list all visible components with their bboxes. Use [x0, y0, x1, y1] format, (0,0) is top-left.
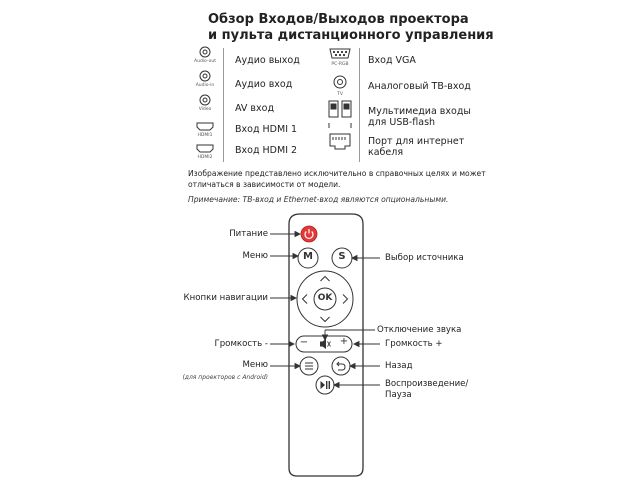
- tv-icon-caption: TV: [337, 92, 343, 97]
- label-volume-down: Громкость -: [214, 339, 268, 349]
- port-label-av-in: AV вход: [235, 103, 275, 114]
- power-button: [301, 226, 317, 242]
- port-label-usb-line1: Мультимедиа входы: [368, 106, 471, 117]
- hdmi1-icon-caption: HDMI1: [197, 133, 213, 138]
- back-button: [332, 357, 350, 375]
- audio-in-icon-caption: Audio-in: [195, 83, 215, 88]
- port-label-ethernet-line2: кабеля: [368, 147, 404, 158]
- port-label-usb-line2: для USB-flash: [368, 117, 436, 128]
- disclaimer-line-1: Изображение представлено исключительно в справочных целях и может: [188, 169, 486, 178]
- video-icon-caption: Video: [198, 107, 212, 112]
- port-label-audio-in: Аудио вход: [235, 79, 293, 90]
- label-navigation: Кнопки навигации: [183, 293, 268, 303]
- android-menu-button: [300, 357, 318, 375]
- volume-up-button[interactable]: +: [339, 336, 349, 347]
- disclaimer-line-2: отличаться в зависимости от модели.: [188, 180, 341, 189]
- label-source: Выбор источника: [385, 253, 464, 263]
- label-volume-up: Громкость +: [385, 339, 443, 349]
- port-label-ethernet-line1: Порт для интернет: [368, 136, 465, 147]
- port-label-tv-in: Аналоговый ТВ-вход: [368, 81, 471, 92]
- remark-note: Примечание: ТВ-вход и Ethernet-вход являются опциональными.: [188, 195, 449, 204]
- port-label-vga: Вход VGA: [368, 55, 416, 66]
- label-play-pause-line2: Пауза: [385, 390, 412, 400]
- hdmi2-icon-caption: HDMI2: [197, 155, 213, 160]
- vga-icon-caption: PC-RGB: [331, 62, 349, 67]
- label-power: Питание: [229, 229, 268, 239]
- volume-down-button[interactable]: −: [299, 337, 309, 348]
- title-line-2: и пульта дистанционного управления: [208, 28, 494, 43]
- label-menu-android: Меню: [242, 360, 268, 370]
- port-label-audio-out: Аудио выход: [235, 55, 300, 66]
- port-label-hdmi2: Вход HDMI 2: [235, 145, 298, 156]
- port-label-hdmi1: Вход HDMI 1: [235, 124, 298, 135]
- source-button-glyph[interactable]: S: [338, 251, 346, 262]
- label-menu: Меню: [242, 251, 268, 261]
- audio-out-icon-caption: Audio-out: [194, 59, 216, 64]
- label-mute: Отключение звука: [377, 325, 462, 335]
- play-pause-button: [316, 376, 334, 394]
- title-line-1: Обзор Входов/Выходов проектора: [208, 12, 469, 27]
- label-menu-android-note: (для проекторов с Android): [182, 374, 268, 381]
- label-play-pause-line1: Воспроизведение/: [385, 379, 469, 389]
- label-back: Назад: [385, 361, 413, 371]
- menu-button-glyph[interactable]: M: [303, 251, 313, 262]
- ok-button[interactable]: OK: [317, 293, 333, 303]
